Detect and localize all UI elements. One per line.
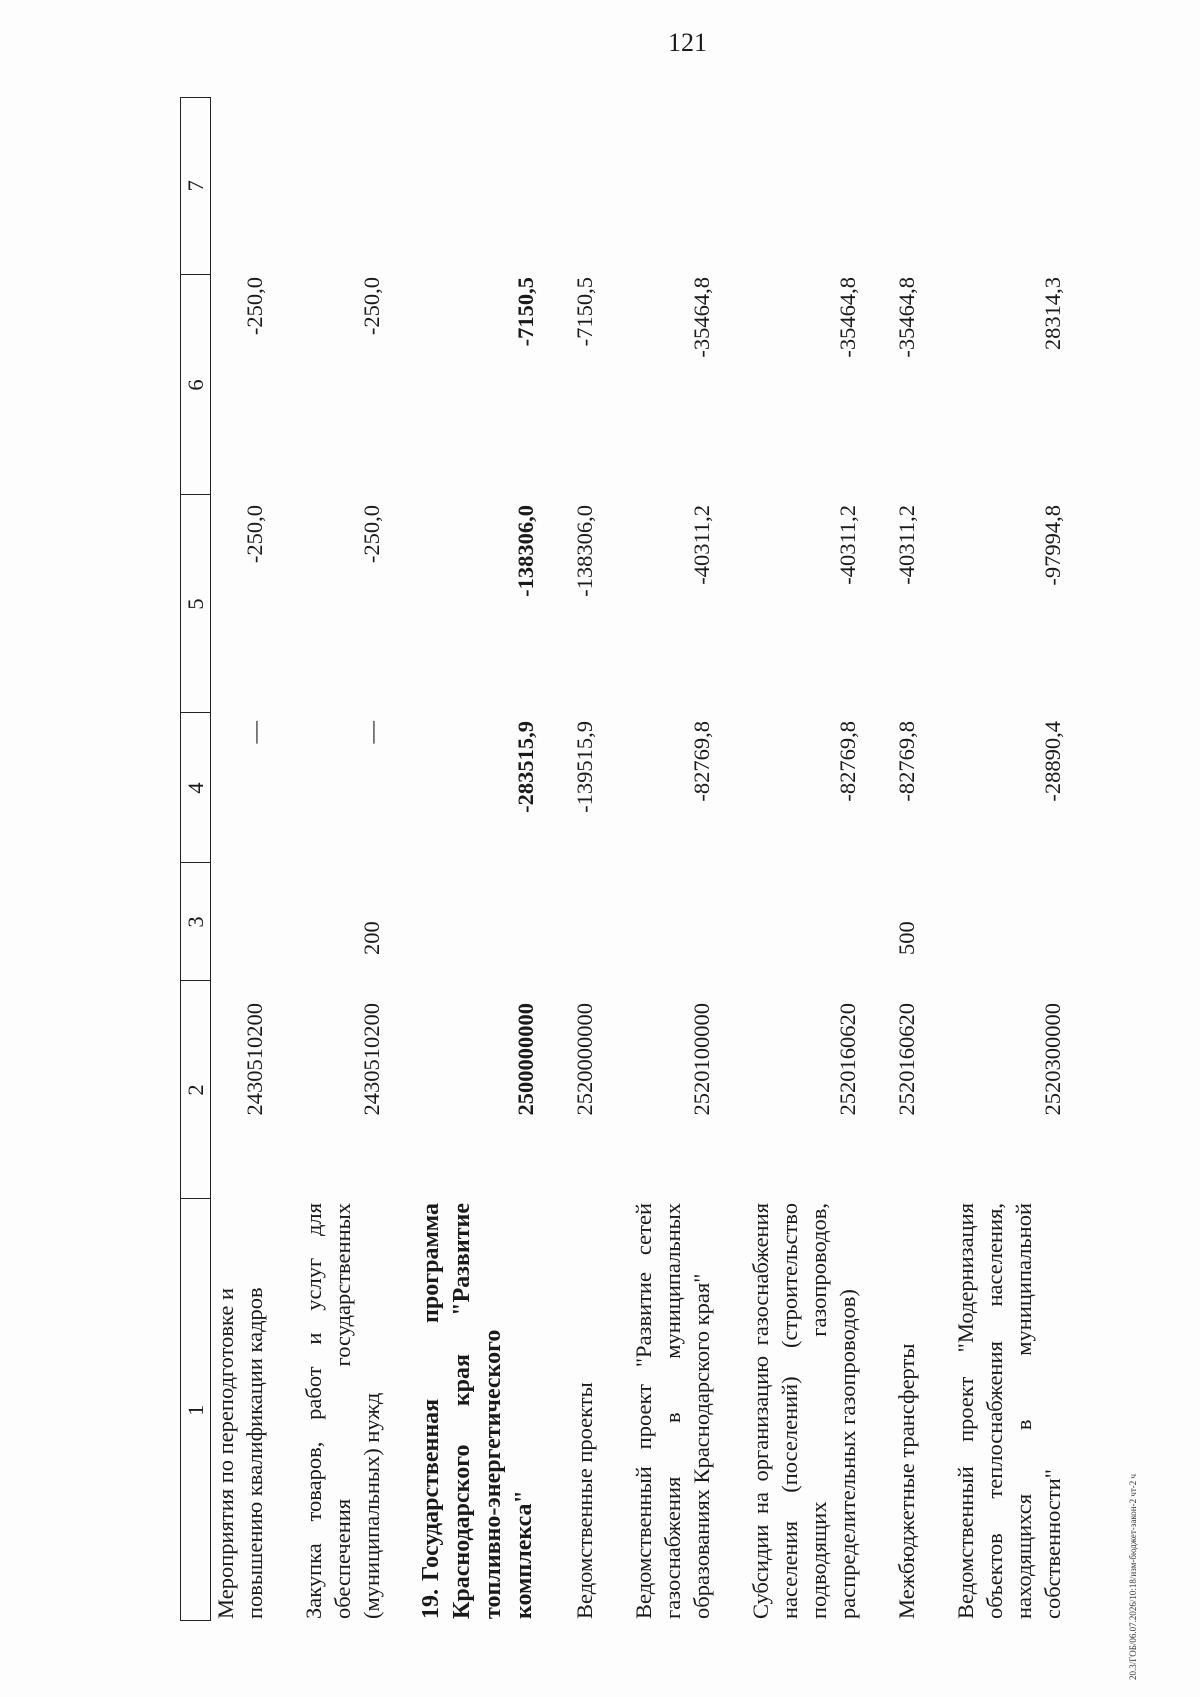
row-name: 19.Государственная программа Краснодарского края "Развитие топливно-энергетического комплекса": [418, 1203, 537, 1619]
row-col7: -7150,5: [513, 277, 538, 347]
row-col7: -250,0: [242, 277, 267, 336]
row-col6: -138306,0: [513, 505, 538, 597]
table-row: [299, 97, 386, 1621]
row-name: Ведомственные проекты: [572, 1382, 597, 1619]
row-col7: -35464,8: [894, 277, 919, 358]
row-col5: -82769,8: [835, 721, 860, 802]
row-col5: -28890,4: [1040, 721, 1065, 802]
row-col5: -82769,8: [894, 721, 919, 802]
row-type: [570, 863, 599, 981]
table-header-row: [180, 97, 211, 1621]
row-type: 200: [359, 921, 384, 955]
header-cell-6: 6: [180, 275, 211, 495]
row-col5: —: [359, 721, 384, 744]
page-number: 121: [668, 28, 707, 57]
row-code: 2520000000: [572, 1003, 597, 1116]
row-name: Ведомственный проект "Модернизация объектов теплоснабжения населения, находящихся в муниципальной собственности": [953, 1203, 1065, 1619]
header-cell-3: 3: [180, 863, 211, 981]
header-cell-1: 1: [182, 1404, 208, 1416]
row-col6: -40311,2: [689, 505, 714, 585]
row-type: [416, 863, 540, 981]
row-number: 19.: [418, 1589, 444, 1619]
row-col7: -250,0: [359, 277, 384, 336]
table-row-program: [416, 97, 540, 1621]
header-cell-7: 7: [180, 97, 211, 275]
row-col5: -283515,9: [513, 721, 538, 813]
table-row: [211, 97, 269, 1621]
row-col7: -7150,5: [572, 277, 597, 347]
row-name: Закупка товаров, работ и услуг для обеспечения государственных (муниципальных) нужд: [301, 1203, 384, 1619]
row-name: Ведомственный проект "Развитие сетей газоснабжения в муниципальных образованиях Краснодарского края": [631, 1203, 714, 1619]
row-type: 500: [894, 921, 919, 955]
row-code: 2500000000: [513, 1003, 538, 1116]
row-col6: -250,0: [242, 505, 267, 564]
table-row: [629, 97, 716, 1621]
row-code: 2520100000: [689, 1003, 714, 1116]
row-col7: -35464,8: [689, 277, 714, 358]
row-name: Мероприятия по переподготовке и повышению квалификации кадров: [213, 1287, 267, 1619]
table-row: [746, 97, 862, 1621]
row-type: [951, 863, 1067, 981]
row-col7: 28314,3: [1040, 277, 1065, 351]
row-col6: -250,0: [359, 505, 384, 564]
table-row: [892, 97, 921, 1621]
row-col5: -82769,8: [689, 721, 714, 802]
row-name: Субсидии на организацию газоснабжения населения (поселений) (строительство подводящих газопроводов, распределительных газопроводов): [748, 1203, 860, 1619]
row-col6: -97994,8: [1040, 505, 1065, 586]
row-code: 2430510200: [359, 1003, 384, 1116]
budget-table: [180, 97, 1067, 1621]
row-col5: -139515,9: [572, 721, 597, 813]
row-col5: —: [242, 721, 267, 744]
table-row: [951, 97, 1067, 1621]
row-code: 2520160620: [894, 1003, 919, 1116]
table-row: [570, 97, 599, 1621]
row-name: Межбюджетные трансферты: [894, 1343, 919, 1619]
footer-document-stamp: 20.3/ГОБ/06.07.2026/10:18/изм-бюджет-закон-2 чт-2 ч: [1128, 1473, 1138, 1680]
row-code: 2520300000: [1040, 1003, 1065, 1116]
row-col7: -35464,8: [835, 277, 860, 358]
row-code: 2520160620: [835, 1003, 860, 1116]
row-type: [746, 863, 862, 981]
rotated-table-container: [180, 97, 1180, 1621]
row-col6: -40311,2: [835, 505, 860, 585]
row-col6: -138306,0: [572, 505, 597, 597]
row-code: 2430510200: [242, 1003, 267, 1116]
header-cell-4: 4: [180, 713, 211, 863]
header-cell-5: 5: [180, 495, 211, 713]
row-type: [629, 863, 716, 981]
header-cell-2: 2: [180, 981, 211, 1199]
row-col6: -40311,2: [894, 505, 919, 585]
row-type: [211, 863, 269, 981]
